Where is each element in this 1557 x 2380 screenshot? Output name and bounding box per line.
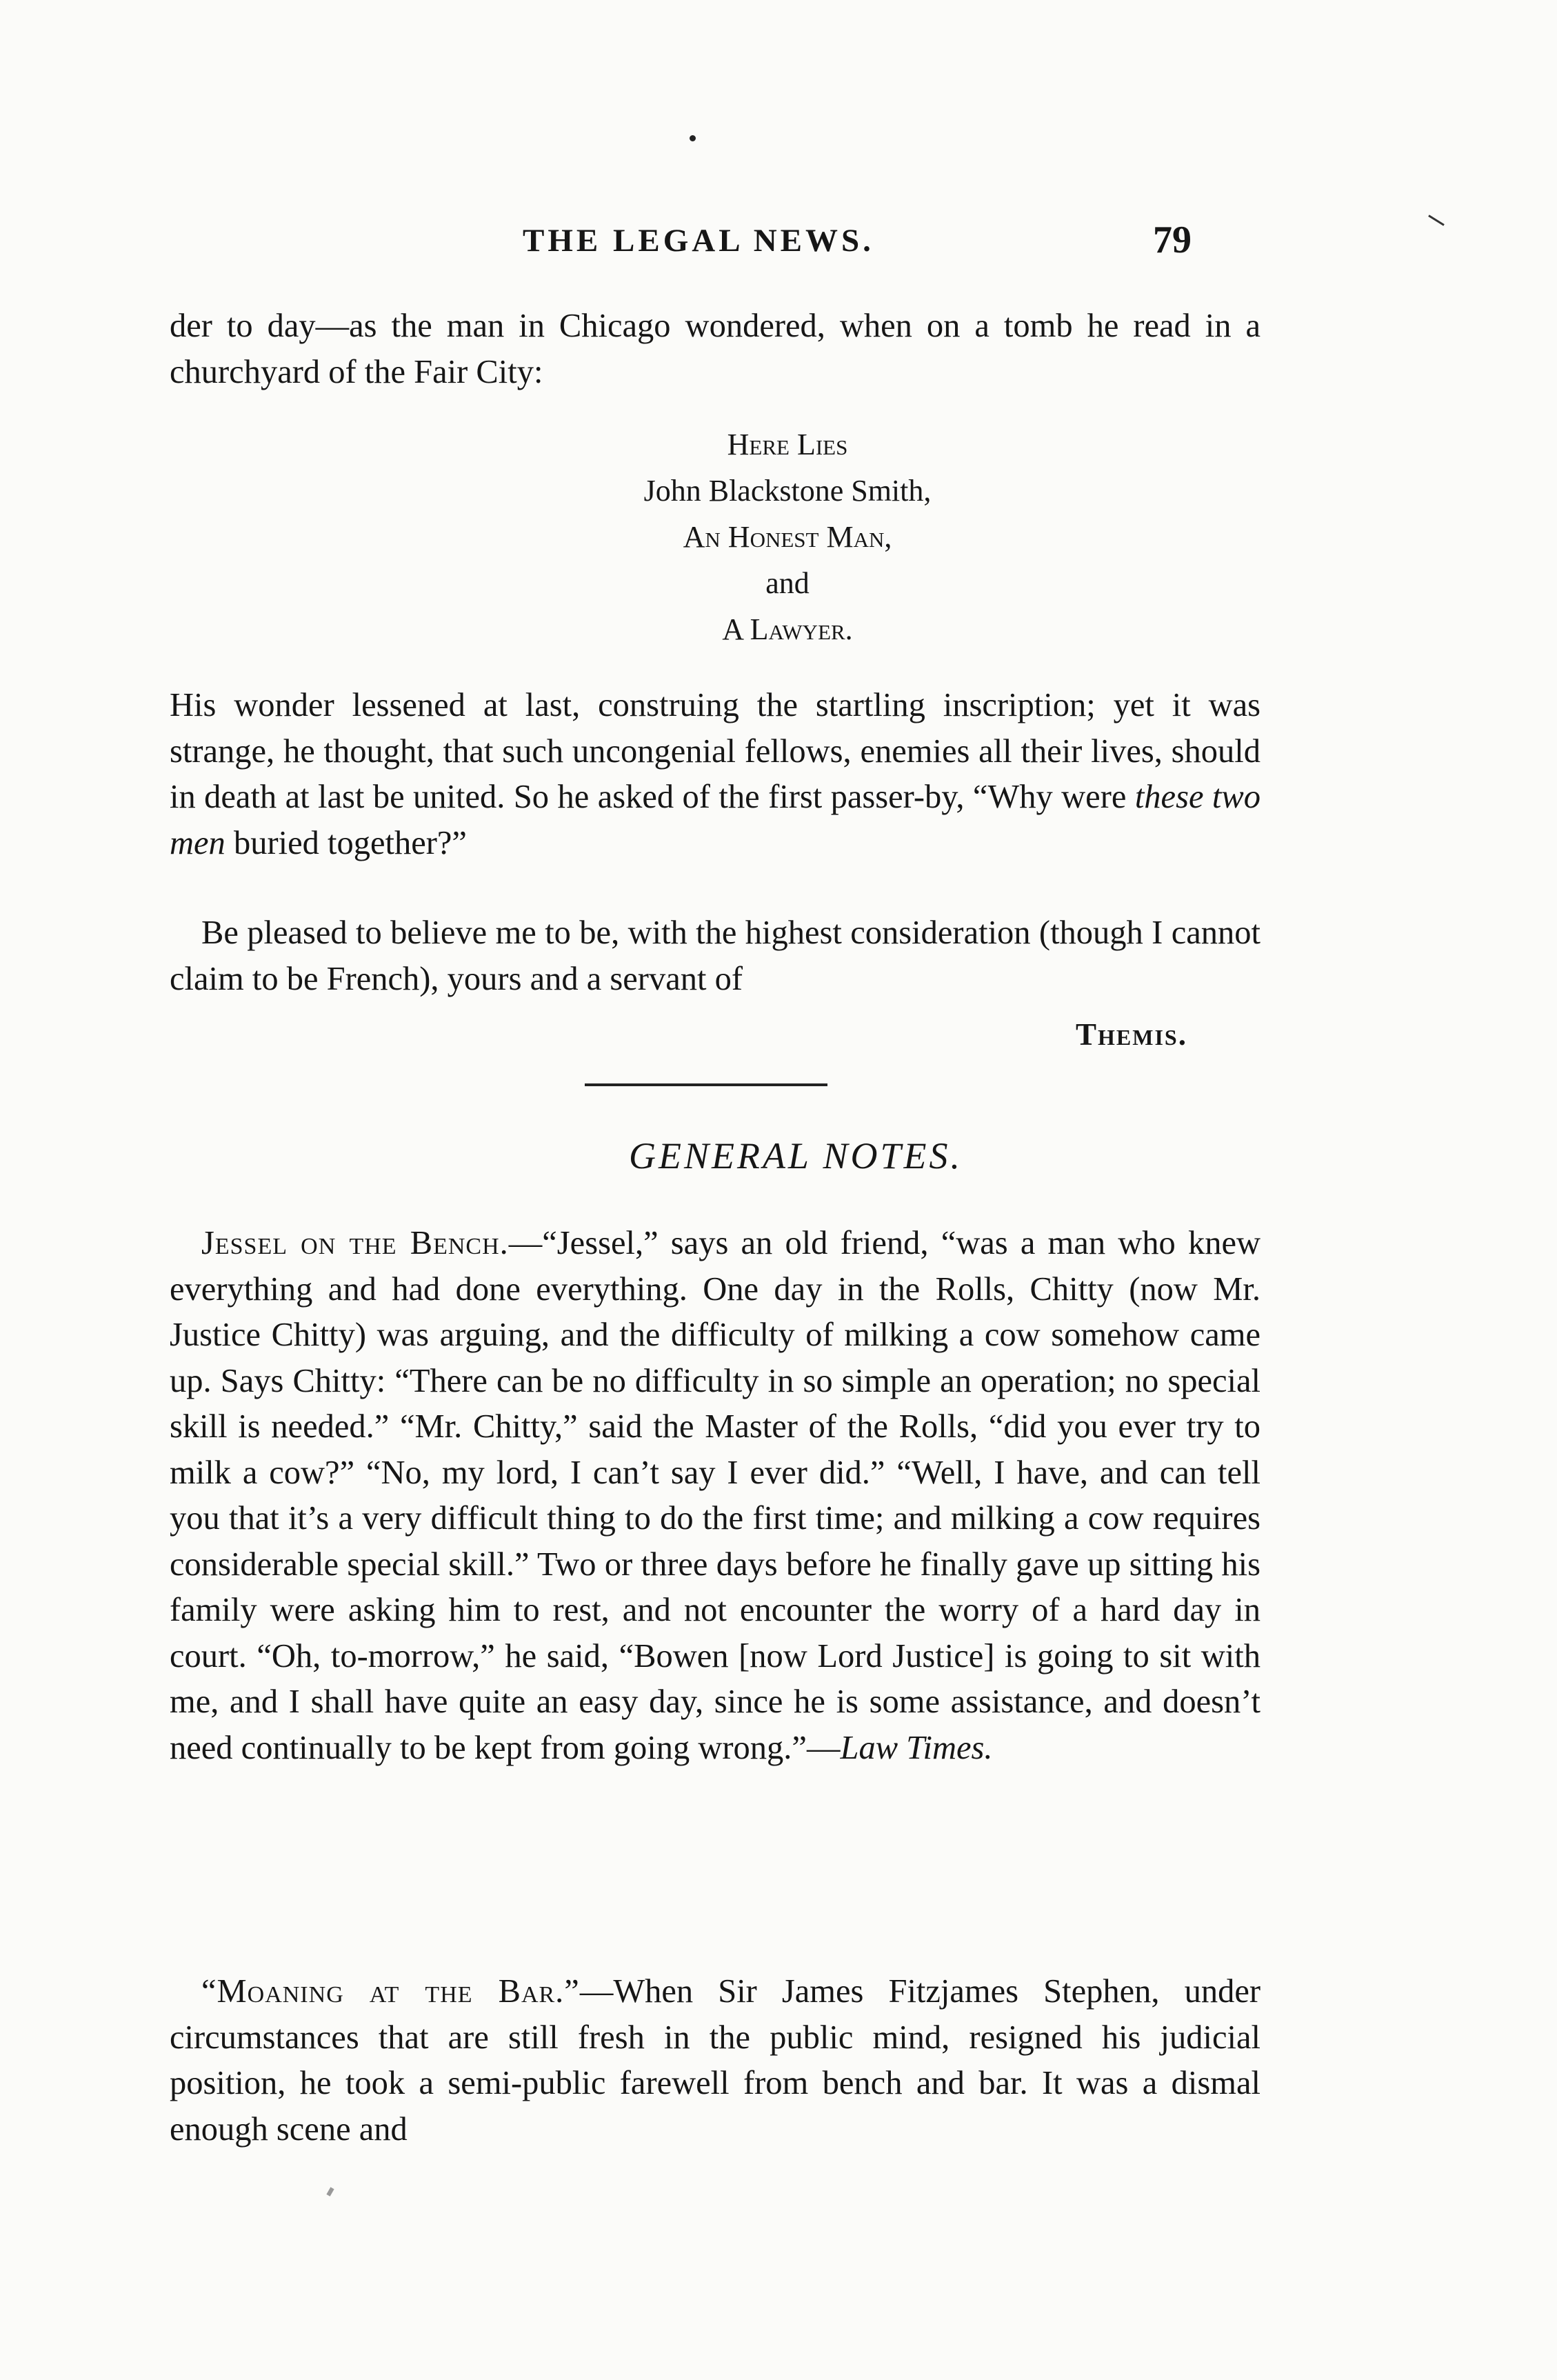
wonder-emphasis: these two men (170, 779, 1260, 861)
epitaph-line: A Lawyer. (722, 612, 853, 646)
print-speck (326, 2187, 334, 2196)
section-divider (585, 1083, 827, 1086)
wonder-text-before: His wonder lessened at last, construing the startling inscription; yet it was strange, he thought, that such uncongenial fellows, enemies all their lives, should in death at last be united. So he asked of the first passer-by, “Why were (170, 687, 1260, 815)
moaning-note-paragraph (170, 1969, 1260, 2152)
epitaph-line: Here Lies (727, 428, 848, 461)
wonder-paragraph (170, 683, 1260, 866)
jessel-note-lead: Jessel on the Bench. (201, 1225, 509, 1261)
section-title: GENERAL NOTES. (628, 1135, 963, 1177)
wonder-text-after: buried together?” (233, 824, 467, 861)
jessel-note-paragraph (170, 1221, 1260, 1771)
jessel-note-body: —“Jessel,” says an old friend, “was a man who knew everything and had done everything. One day in the Rolls, Chitty (now Mr. Justice Chitty) was arguing, and the difficulty of milking a cow somehow came up. Says Chitty: “There can be no difficulty in so simple an operation; no special skill is needed.” “Mr. Chitty,” said the Master of the Rolls, “did you ever try to milk a cow?” “No, my lord, I can’t say I ever did.” “Well, I have, and can tell you that it’s a very difficult thing to do the first time; and milking a cow requires considerable special skill.” Two or three days before he finally gave up sitting his family were asking him to rest, and not encounter the worry of a hard day in court. “Oh, to-morrow,” he said, “Bowen [now Lord Justice] is going to sit with me, and I shall have quite an easy day, since he is some assistance, and doesn’t need continually to be kept from going wrong.”— (170, 1225, 1261, 1766)
print-speck (690, 135, 696, 141)
running-head: THE LEGAL NEWS. (523, 223, 874, 259)
moaning-note-lead: “Moaning at the Bar.” (201, 1973, 580, 2010)
page-number: 79 (1153, 219, 1192, 261)
page-header (0, 219, 1557, 277)
epitaph-line: An Honest Man, (683, 520, 892, 554)
epitaph-inscription (0, 421, 1557, 652)
intro-paragraph: der to day—as the man in Chicago wondered, when on a tomb he read in a churchyard of the Fair City: (170, 308, 1260, 390)
jessel-note-source: Law Times. (840, 1729, 993, 1766)
epitaph-line: and (765, 566, 810, 600)
signature: Themis. (1076, 1017, 1187, 1052)
epitaph-line: John Blackstone Smith, (643, 474, 932, 508)
closing-paragraph: Be pleased to believe me to be, with the highest consideration (though I cannot claim to be French), yours and a servant of (170, 914, 1260, 997)
moaning-note-body: —When Sir James Fitzjames Stephen, under circumstances that are still fresh in the public mind, resigned his judicial position, he took a semi-public farewell from bench and bar. It was a dismal enough scene and (170, 1973, 1261, 2148)
